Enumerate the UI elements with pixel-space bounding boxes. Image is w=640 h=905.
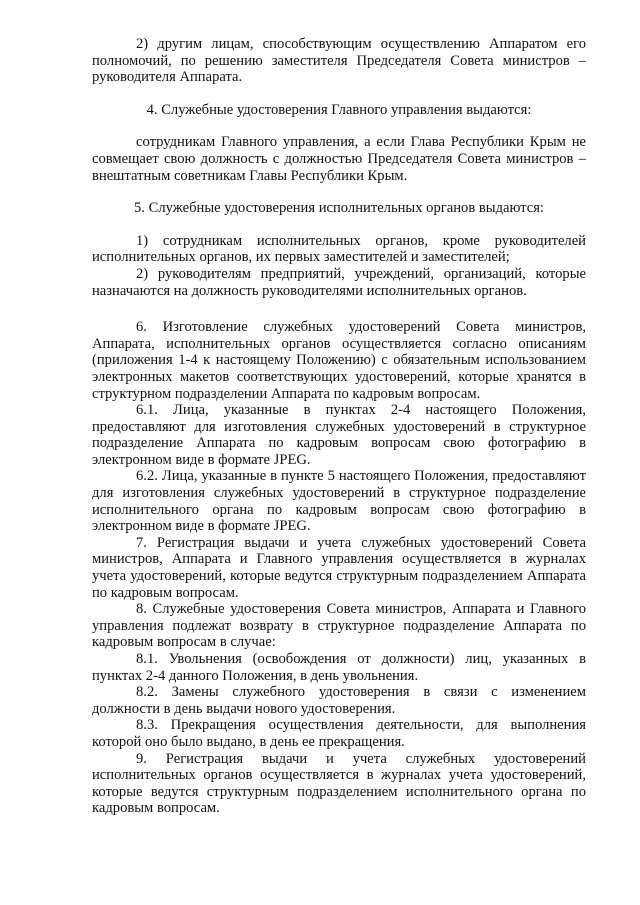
paragraph-6: 2) руководителям предприятий, учреждений, организаций, которые назначаются на должность руководителями исполнительных органов. <box>92 265 586 299</box>
paragraph-4: 5. Служебные удостоверения исполнительных органов выдаются: <box>134 200 544 217</box>
paragraph-11: 8. Служебные удостоверения Совета министров, Аппарата и Главного управления подлежат возврату в структурное подразделение Аппарата по кадровым вопросам в случае: <box>92 601 586 651</box>
paragraph-12: 8.1. Увольнения (освобождения от должности) лиц, указанных в пунктах 2-4 данного Положения, в день увольнения. <box>92 651 586 684</box>
document-body <box>92 36 586 817</box>
paragraph-1: 2) другим лицам, способствующим осуществлению Аппаратом его полномочий, по решению заместителя Председателя Совета министров – руководителя Аппарата. <box>92 36 586 86</box>
paragraph-5: 1) сотрудникам исполнительных органов, кроме руководителей исполнительных органов, их первых заместителей и заместителей; <box>92 232 586 266</box>
paragraph-14: 8.3. Прекращения осуществления деятельности, для выполнения которой оно было выдано, в день ее прекращения. <box>92 717 586 750</box>
paragraph-3: сотрудникам Главного управления, а если Глава Республики Крым не совмещает свою должность с должностью Председателя Совета министров – внештатным советникам Главы Республики Крым. <box>92 134 586 184</box>
paragraph-13: 8.2. Замены служебного удостоверения в связи с изменением должности в день выдачи нового удостоверения. <box>92 684 586 717</box>
paragraph-2: 4. Служебные удостоверения Главного управления выдаются: <box>146 101 532 118</box>
paragraph-7: 6. Изготовление служебных удостоверений Совета министров, Аппарата, исполнительных органов осуществляется согласно описаниям (приложения 1-4 к настоящему Положению) с обязательным использованием электронных макетов соответствующих удостоверений, которые хранятся в структурном подразделении Аппарата по кадровым вопросам. <box>92 319 586 402</box>
paragraph-8: 6.1. Лица, указанные в пунктах 2-4 настоящего Положения, предоставляют для изготовления служебных удостоверений в структурное подразделение Аппарата по кадровым вопросам свою фотографию в электронном виде в формате JPEG. <box>92 402 586 468</box>
paragraph-15: 9. Регистрация выдачи и учета служебных удостоверений исполнительных органов осуществляется в журналах учета удостоверений, которые ведутся структурным подразделением исполнительного органа по кадровым вопросам. <box>92 750 586 817</box>
paragraph-10: 7. Регистрация выдачи и учета служебных удостоверений Совета министров, Аппарата и Главного управления осуществляется в журналах учета удостоверений, которые ведутся структурным подразделением Аппарата по кадровым вопросам. <box>92 534 586 601</box>
paragraph-9: 6.2. Лица, указанные в пункте 5 настоящего Положения, предоставляют для изготовления служебных удостоверений в структурное подразделение исполнительного органа по кадровым вопросам свою фотографию в электронном виде в формате JPEG. <box>92 468 586 535</box>
